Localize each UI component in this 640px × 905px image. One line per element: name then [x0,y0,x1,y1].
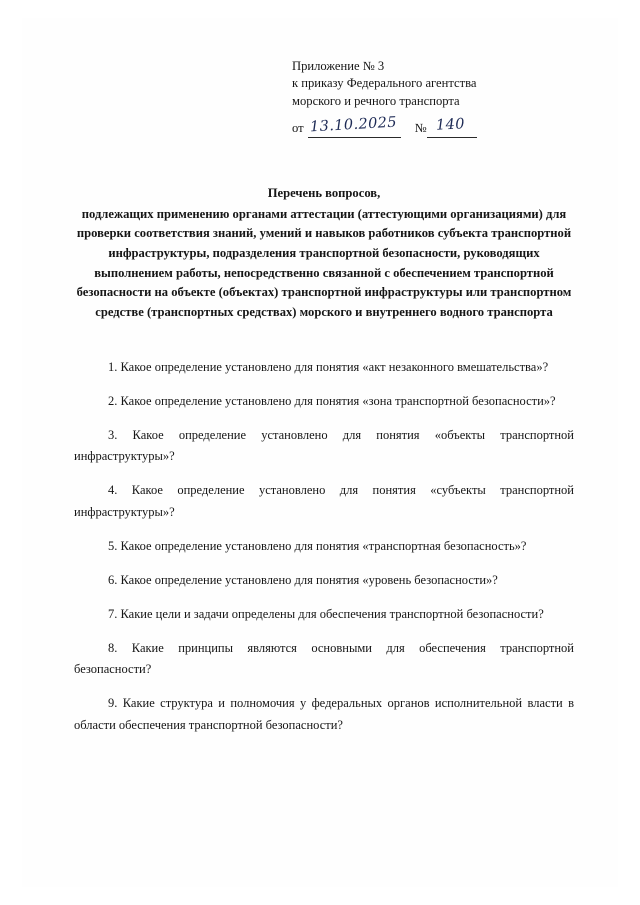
question-item: 2. Какое определение установлено для понятия «зона транспортной безопасности»? [108,393,556,408]
appendix-order-line-2: морского и речного транспорта [292,93,460,108]
handwritten-date: 13.10.2025 [309,114,398,136]
question-item: 4. Какое определение установлено для понятия «субъекты транспортной инфраструктуры»? [74,483,574,519]
handwritten-number: 140 [435,116,466,134]
question-item: 5. Какое определение установлено для понятия «транспортная безопасность»? [108,538,527,553]
question-item: 8. Какие принципы являются основными для обеспечения транспортной безопасности? [74,640,574,677]
order-date-number-row [292,116,574,138]
questions-list [74,357,574,737]
appendix-header [292,58,574,138]
title-main-line: Перечень вопросов, [267,186,381,201]
question-item: 3. Какое определение установлено для понятия «объекты транспортной инфраструктуры»? [74,427,574,464]
paper-sheet [22,18,618,887]
question-item: 9. Какие структура и полномочия у федеральных органов исполнительной власти в области обеспечения транспортной безопасности? [74,696,574,732]
date-label: от [292,120,304,135]
title-subtitle: подлежащих применению органами аттестации (аттестующими организациями) для проверки соответствия знаний, умений и навыков работников субъекта транспортной инфраструктуры, подразделения транспортной безопасности, руководящих выполнением работы, непосредственно связанной с обеспечением транспортной безопасности на объекте (объектах) транспортной инфраструктуры или транспортном средстве (транспортных средствах) морского и внутреннего водного транспорта [76,206,572,319]
appendix-order-line-1: к приказу Федерального агентства [292,76,477,91]
number-value-field [427,115,477,138]
document-content [74,58,574,736]
question-item: 7. Какие цели и задачи определены для обеспечения транспортной безопасности? [108,606,544,621]
number-label: № [414,120,427,135]
document-title [74,184,574,322]
date-value-field [308,115,401,138]
appendix-number-line: Приложение № 3 [292,59,385,73]
question-item: 6. Какое определение установлено для понятия «уровень безопасности»? [108,572,498,587]
question-item: 1. Какое определение установлено для понятия «акт незаконного вмешательства»? [108,359,549,374]
